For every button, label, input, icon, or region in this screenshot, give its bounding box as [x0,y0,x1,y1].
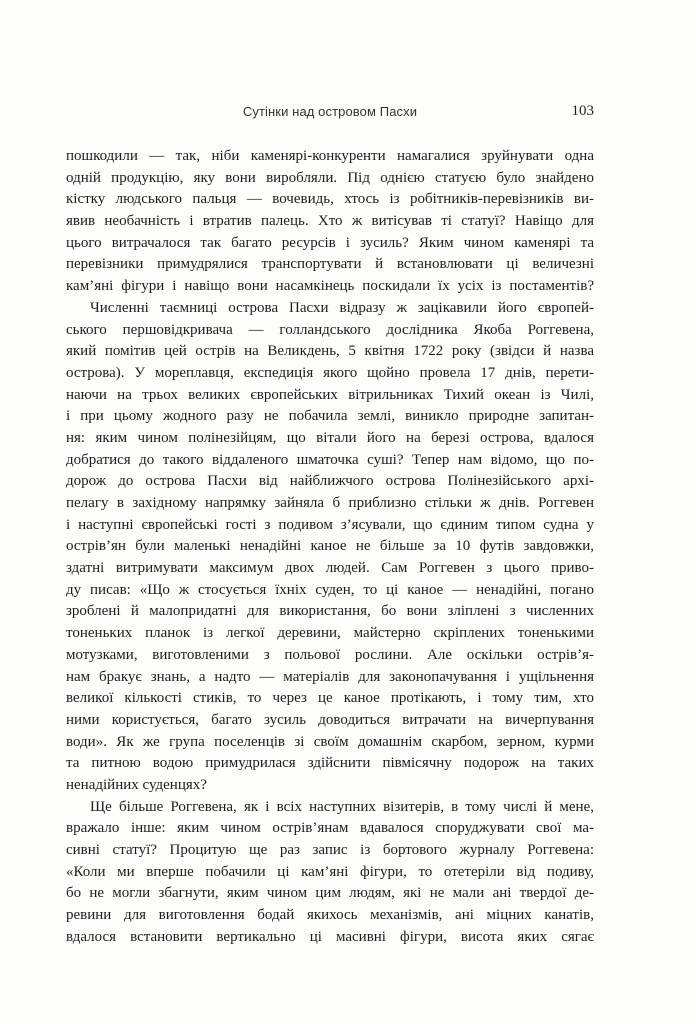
text-line: бо не могли збагнути, яким чином цим людям, які не мали ані твердої де- [66,885,594,902]
paragraph-first-line: Численні таємниці острова Пасхи відразу ж зацікавили його європей- [90,299,594,316]
text-line: цього витрачалося так багато ресурсів і зусиль? Яким чином каменярі та [66,234,594,251]
text-line: великої кількості стиків, то через це каное протікають, і тому тим, хто [66,690,594,707]
body-text [66,146,594,948]
text-line: ненадійних суденцях? [66,776,207,793]
text-line: вдалося встановити вертикально ці масивні фігури, висота яких сягає [66,928,594,945]
page-number: 103 [571,103,594,119]
text-line: пошкодили — так, ніби каменярі-конкуренти намагалися зруйнувати одна [66,148,594,164]
text-line: острів’ян були маленькі ненадійні каное не більше за 10 футів завдовжки, [66,538,594,555]
text-line: мотузками, виготовленими з польової рослини. Але оскільки острів’я- [66,646,594,663]
text-line: і наступні європейські гості з подивом з’ясували, що єдиним типом судна у [66,516,594,533]
text-line: ського першовідкривача — голландського дослідника Якоба Роггевена, [66,321,594,338]
text-line: зроблені й малопридатні для використання, бо вони зліплені з численних [66,603,594,620]
text-line: острова). У мореплавця, експедиція якого щойно провела 17 днів, перети- [66,364,594,381]
text-line: нам бракує знань, а надто — матеріалів для законопачування і ущільнення [66,668,594,685]
text-line: «Коли ми вперше побачили ці кам’яні фігури, то отетеріли від подиву, [66,863,594,880]
text-line: води». Як же група поселенців зі своїм домашнім скарбом, зерном, курми [66,733,594,750]
text-line: дорож до острова Пасхи від найближчого острова Полінезійського архі- [66,473,594,490]
paragraph-first-line: Ще більше Роггевена, як і всіх наступних візитерів, в тому числі й мене, [90,798,594,815]
text-line: кам’яні фігури і навіщо вони насамкінець поскидали їх усіх із постаментів? [66,278,594,295]
text-line: який помітив цей острів на Великдень, 5 квітня 1722 року (звідси й назва [66,343,594,360]
text-line: здатні витримувати максимум двох людей. Сам Роггевен з цього приво- [66,560,594,577]
text-line: і при цьому жодного разу не побачила землі, виникло природне запитан- [66,408,594,425]
text-line: добратися до такого віддаленого шматочка суші? Тепер нам відомо, що по- [66,451,594,468]
text-line: перевізники примудрялися транспортувати й встановлювати ці величезні [66,256,594,273]
running-head [66,104,594,126]
text-line: явив необачність і втратив палець. Хто ж витісував ті статуї? Навіщо для [66,213,594,230]
text-line: та питною водою примудрилася здійснити півмісячну подорож на таких [66,755,594,772]
text-line: ревини для виготовлення бодай якихось механізмів, ані міцних канатів, [66,907,594,924]
text-line: кістку людського пальця — вочевидь, хтось із робітників-перевізників ви- [66,191,594,208]
running-title: Сутінки над островом Пасхи [242,104,418,119]
text-line: пелагу в західному напрямку зайняла б приблизно стільки ж днів. Роггевен [66,495,594,511]
text-line: ня: яким чином полінезійцям, що вітали його на березі острова, вдалося [66,429,594,446]
text-line: тоненьких планок із легкої деревини, майстерно скріплених тоненькими [66,625,594,642]
text-line: ними користується, багато зусиль доводиться витрачати на вичерпування [66,711,594,728]
text-line: наючи на трьох великих європейських вітрильниках Тихий океан із Чилі, [66,386,594,403]
text-line: сивні статуї? Процитую ще раз запис із бортового журналу Роггевена: [66,842,594,858]
text-line: вражало інше: яким чином острів’янам вдавалося споруджувати свої ма- [66,820,594,837]
text-line: одній продукцію, яку вони виробляли. Під однією статуєю було знайдено [66,169,594,186]
text-line: ду писав: «Що ж стосується їхніх суден, то ці каное — ненадійні, погано [66,581,594,598]
